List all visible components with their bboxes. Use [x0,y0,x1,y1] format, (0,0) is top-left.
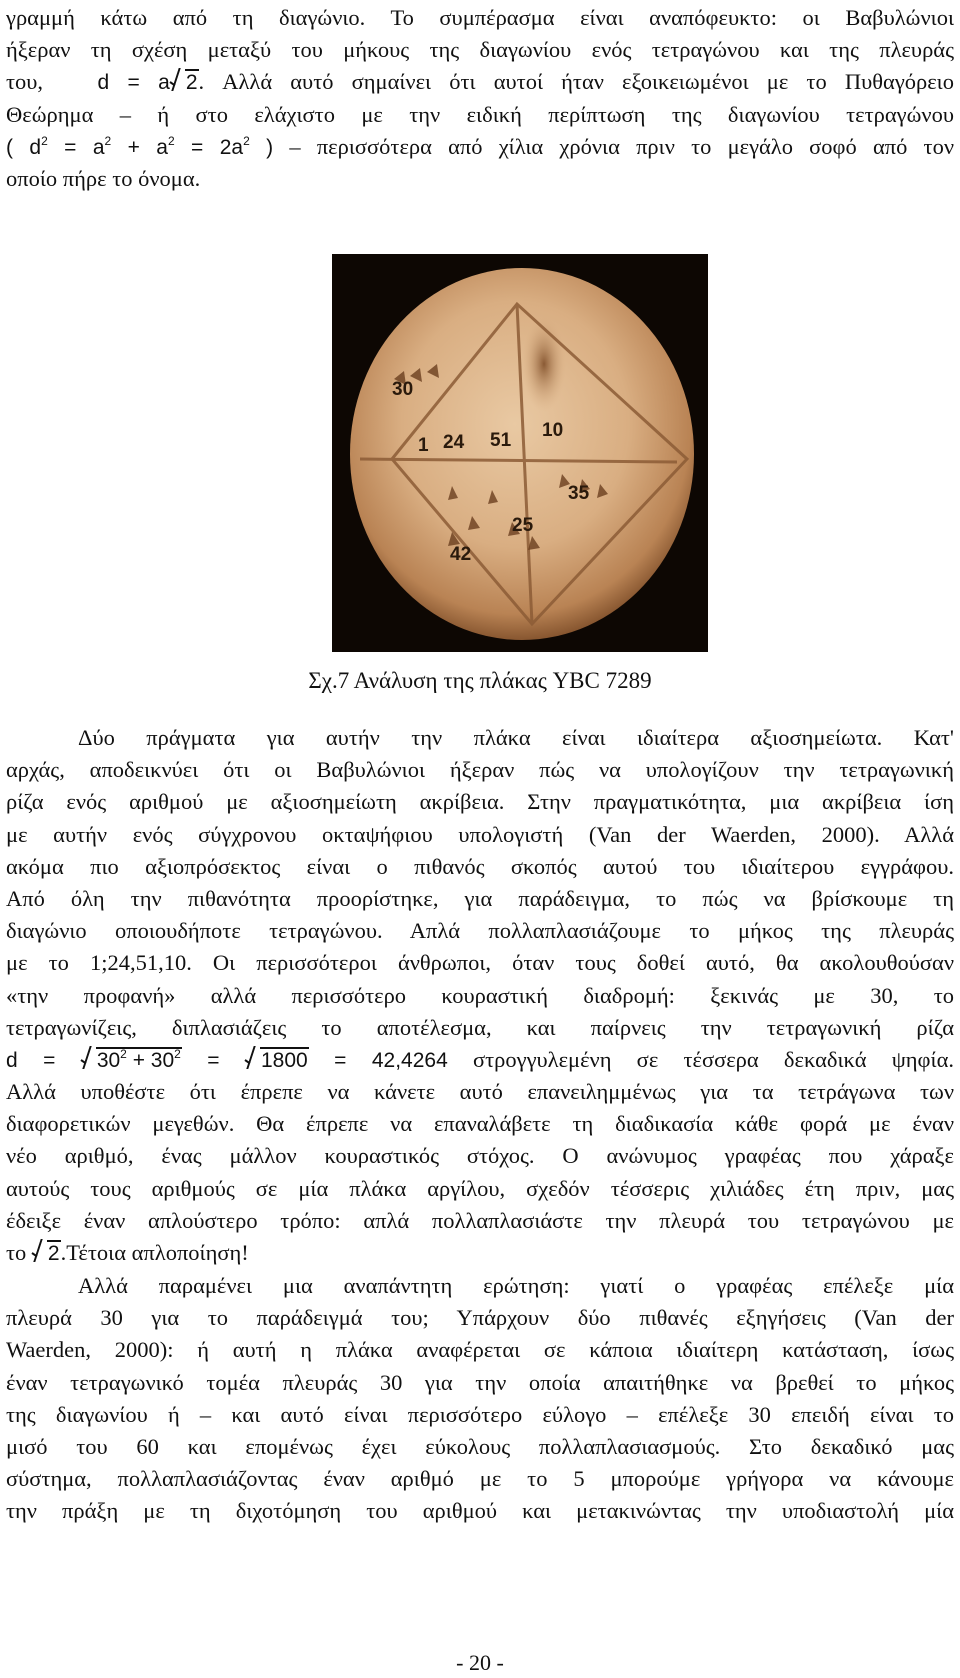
text-fragment: .Τέτοια απλοποίηση! [60,1240,249,1265]
text-line: σύστημα, πολλαπλασιάζοντας έναν αριθμό με το 5 μπορούμε γρήγορα να κάνουμε [6,1466,954,1492]
paragraph-main [6,722,954,1269]
radicand: 2 [47,1242,60,1265]
formula-text: 30 [96,1048,121,1072]
exponent: 2 [104,133,112,148]
formula-text: + a [111,135,168,159]
formula-text: = [207,1048,220,1072]
text-line: με αυτήν ενός σύγχρονου οκταψήφιου υπολογιστή (Van der Waerden, 2000). Αλλά [6,821,954,847]
tablet-label: 30 [392,379,414,400]
text-line: πλευρά 30 για το παράδειγμά του; Υπάρχουν δύο πιθανές εξηγήσεις (Van der [6,1305,954,1331]
text-line: αρχάς, αποδεικνύει ότι οι Βαβυλώνιοι ήξεραν πώς να υπολογίζουν την τετραγωνική [6,757,954,783]
formula-text: d = [6,1048,56,1072]
formula-text: d = a [97,71,170,95]
paragraph-intro [6,2,954,195]
text-fragment: του, [6,69,44,95]
text-line [6,1044,954,1076]
text-line: της διαγωνίου ή – και αυτό είναι περισσότερο εύλογο – επέλεξε 30 επειδή είναι το [6,1401,954,1427]
text-line: Θεώρημα – ή στο ελάχιστο με την ειδική περίπτωση της διαγωνίου τετραγώνου [6,101,954,127]
exponent: 2 [174,1046,181,1061]
formula-text: = 2a [174,135,244,159]
text-line: με το 1;24,51,10. Οι περισσότεροι άνθρωποι, όταν τους δοθεί αυτό, θα ακολουθούσαν [6,950,954,976]
exponent: 2 [41,133,48,148]
formula-text: = a [47,135,105,159]
tablet-label: 25 [512,515,534,536]
formula-diagonal-30 [6,1046,448,1072]
text-fragment: . Αλλά αυτό σημαίνει ότι αυτοί ήταν εξοικειωμένοι με το Πυθαγόρειο [198,69,954,95]
text-line: διαγώνιο οποιουδήποτε τετραγώνου. Απλά πολλαπλασιάζουμε το μήκος της πλευράς [6,918,954,944]
text-fragment: το [6,1240,27,1265]
tablet-label: 51 [490,430,512,451]
text-line: αυτούς τους αριθμούς σε μία πλάκα αργίλου, σχεδόν τέσσερις χιλιάδες έτη πριν, μας [6,1175,954,1201]
text-fragment: – περισσότερα από χίλια χρόνια πριν το μεγάλο σοφό από τον [289,133,954,159]
text-line: «την προφανή» αλλά περισσότερο κουραστική διαδρομή: ξεκινάς με 30, το [6,982,954,1008]
exponent: 2 [243,133,250,148]
tablet-photo [332,254,708,652]
text-line: ρίζα ενός αριθμού με αξιοσημείωτη ακρίβεια. Στην πραγματικότητα, μια ακρίβεια ίση [6,789,954,815]
text-line: μισό του 60 και επομένως έχει εύκολους πολλαπλασιασμούς. Στο δεκαδικό μας [6,1433,954,1459]
sqrt-symbol [170,67,199,98]
text-line [6,66,954,98]
text-line: την πράξη με τη διχοτόμηση του αριθμού και μετακινώντας την υποδιαστολή μία [6,1498,954,1524]
tablet-label: 35 [568,483,590,504]
tablet-label: 1 [418,435,429,456]
radicand: 1800 [260,1048,308,1072]
formula-text: ) [249,135,274,159]
formula-text: ( d [6,135,42,159]
radicand: 2 [185,71,198,95]
text-line [6,131,954,163]
text-line: Waerden, 2000): ή αυτή η πλάκα αναφέρεται σε κάποια ιδιαίτερη κατάσταση, ίσως [6,1337,954,1363]
text-line: έδειξε έναν απλούστερο τρόπο: απλά πολλαπλασιάστε την πλευρά του τετραγώνου με [6,1207,954,1233]
exponent: 2 [167,133,175,148]
text-line: νέο αριθμό, ένας μάλλον κουραστικός στόχος. Ο ανώνυμος γραφέας που χάραξε [6,1143,954,1169]
radicand [96,1047,182,1072]
text-line [6,1237,954,1269]
page-number: - 20 - [456,1650,504,1675]
exponent: 2 [120,1046,127,1061]
formula-text: + 30 [126,1048,175,1072]
figure-caption: Σχ.7 Ανάλυση της πλάκας YBC 7289 [308,668,652,693]
formula-pythagoras [6,133,274,159]
text-line: ακόμα πιο αξιοπρόσεκτος είναι ο πιθανός σκοπός αυτού του ιδιαίτερου εγγράφου. [6,853,954,879]
sqrt-symbol [81,1045,182,1076]
tablet-disc [350,268,694,640]
formula-text: = 42,4264 [334,1048,448,1072]
text-line: Αλλά παραμένει μια αναπάντητη ερώτηση: γιατί ο γραφέας επέλεξε μία [78,1273,954,1298]
text-line: Δύο πράγματα για αυτήν την πλάκα είναι ιδιαίτερα αξιοσημείωτα. Κατ' [78,725,954,750]
text-line: Από όλη την πιθανότητα προορίστηκε, για παράδειγμα, το πώς να βρίσκουμε τη [6,885,954,911]
text-line: ήξεραν τη σχέση μεταξύ του μήκους της διαγωνίου ενός τετραγώνου και της πλευράς [6,37,954,63]
tablet-label: 10 [542,420,564,441]
text-line: Αλλά υποθέστε ότι έπρεπε να κάνετε αυτό επανειλημμένως για τα τετράγωνα των [6,1079,954,1105]
text-line: γραμμή κάτω από τη διαγώνιο. Το συμπέρασμα είναι αναπόφευκτο: οι Βαβυλώνιοι [6,5,954,30]
sqrt-symbol [245,1045,309,1076]
tablet-label: 24 [443,432,465,453]
formula-diagonal [97,71,198,94]
paragraph-last [6,1270,954,1528]
sqrt-symbol [32,1238,61,1270]
text-line: οποίο πήρε το όνομα. [6,165,201,191]
text-line: διαφορετικών μεγεθών. Θα έπρεπε να επαναλάβετε τη διαδικασία κάθε φορά με έναν [6,1111,954,1137]
text-fragment: στρογγυλεμένη σε τέσσερα δεκαδικά ψηφία. [472,1046,954,1072]
text-line: έναν τετραγωνικό τομέα πλευράς 30 για την οποία απαιτήθηκε να βρεθεί το μήκος [6,1369,954,1395]
tablet-label: 42 [450,544,472,565]
text-line: τετραγωνίζεις, διπλασιάζεις το αποτέλεσμα, και παίρνεις την τετραγωνική ρίζα [6,1014,954,1040]
